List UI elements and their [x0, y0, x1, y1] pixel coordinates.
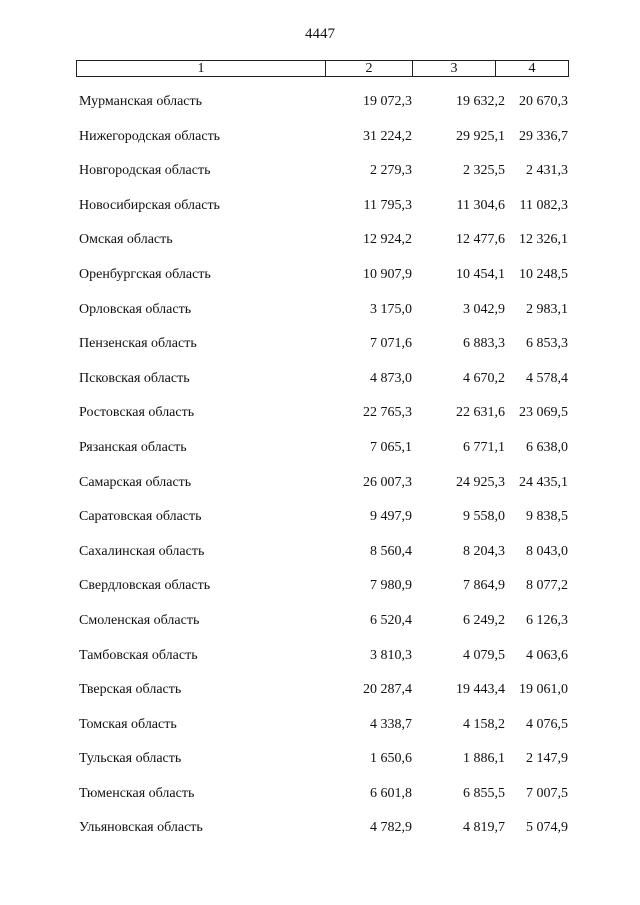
- value-col-3: 22 631,6: [456, 405, 505, 421]
- value-col-2: 19 072,3: [363, 94, 412, 109]
- region-name: Ростовская область: [79, 405, 195, 421]
- table-row: [0, 816, 640, 851]
- value-col-2: 22 765,3: [363, 405, 412, 421]
- value-col-4: 6 638,0: [526, 439, 568, 455]
- region-name: Сахалинская область: [79, 543, 205, 559]
- value-col-3: 6 249,2: [463, 612, 505, 628]
- region-name: Смоленская область: [79, 612, 200, 628]
- value-col-4: 5 074,9: [526, 820, 568, 836]
- value-col-4: 9 838,5: [526, 509, 568, 525]
- table-row: [0, 90, 640, 125]
- table-row: [0, 263, 640, 298]
- table-row: [0, 436, 640, 471]
- value-col-4: 10 248,5: [519, 266, 568, 282]
- value-col-4: 6 853,3: [526, 336, 568, 352]
- table-row: [0, 125, 640, 160]
- page-number: 4447: [305, 26, 335, 42]
- value-col-3: 24 925,3: [456, 474, 505, 490]
- region-name: Самарская область: [79, 474, 192, 490]
- value-col-3: 4 079,5: [463, 647, 505, 663]
- table-row: [0, 194, 640, 229]
- region-name: Тюменская область: [79, 785, 195, 801]
- value-col-4: 7 007,5: [526, 785, 568, 801]
- table-header: [76, 60, 569, 77]
- region-name: Омская область: [79, 232, 173, 248]
- value-col-2: 11 795,3: [363, 197, 412, 213]
- column-header-3: 3: [413, 61, 496, 76]
- value-col-4: 20 670,3: [519, 94, 568, 109]
- region-name: Пензенская область: [79, 336, 197, 352]
- table-row: [0, 782, 640, 817]
- region-name: Ульяновская область: [79, 820, 203, 836]
- column-header-4: 4: [528, 60, 536, 76]
- value-col-2: 20 287,4: [363, 682, 412, 698]
- table-row: [0, 471, 640, 506]
- region-name: Орловская область: [79, 301, 192, 317]
- value-col-3: 1 886,1: [463, 751, 505, 767]
- table-row: [0, 401, 640, 436]
- table-row: [0, 747, 640, 782]
- value-col-2: 3 175,0: [370, 301, 412, 317]
- value-col-3: 6 883,3: [463, 336, 505, 352]
- value-col-4: 29 336,7: [519, 128, 568, 144]
- value-col-2: 31 224,2: [363, 128, 412, 144]
- value-col-3: 11 304,6: [456, 197, 505, 213]
- value-col-2: 12 924,2: [363, 232, 412, 248]
- value-col-4: 4 063,6: [526, 647, 568, 663]
- value-col-4: 24 435,1: [519, 474, 568, 490]
- value-col-2: 4 782,9: [370, 820, 412, 836]
- value-col-2: 10 907,9: [363, 266, 412, 282]
- table-row: [0, 298, 640, 333]
- table-row: [0, 540, 640, 575]
- value-col-4: 4 076,5: [526, 716, 568, 732]
- table-row: [0, 505, 640, 540]
- region-name: Оренбургская область: [79, 266, 211, 282]
- value-col-3: 8 204,3: [463, 543, 505, 559]
- region-name: Саратовская область: [79, 509, 202, 525]
- region-name: Новгородская область: [79, 163, 211, 179]
- value-col-2: 1 650,6: [370, 751, 412, 767]
- value-col-2: 6 520,4: [370, 612, 412, 628]
- value-col-2: 26 007,3: [363, 474, 412, 490]
- value-col-2: 7 980,9: [370, 578, 412, 594]
- table-row: [0, 574, 640, 609]
- region-name: Свердловская область: [79, 578, 211, 594]
- value-col-3: 4 158,2: [463, 716, 505, 732]
- region-name: Томская область: [79, 716, 177, 732]
- region-name: Тульская область: [79, 751, 182, 767]
- region-name: Рязанская область: [79, 439, 187, 455]
- value-col-3: 9 558,0: [463, 509, 505, 525]
- value-col-3: 19 632,2: [456, 94, 505, 109]
- value-col-2: 4 338,7: [370, 716, 412, 732]
- region-name: Новосибирская область: [79, 197, 220, 213]
- table-row: [0, 228, 640, 263]
- value-col-3: 10 454,1: [456, 266, 505, 282]
- value-col-2: 4 873,0: [370, 370, 412, 386]
- table-row: [0, 159, 640, 194]
- table-row: [0, 367, 640, 402]
- value-col-2: 7 071,6: [370, 336, 412, 352]
- value-col-2: 8 560,4: [370, 543, 412, 559]
- value-col-2: 2 279,3: [370, 163, 412, 179]
- value-col-3: 6 855,5: [463, 785, 505, 801]
- region-name: Псковская область: [79, 370, 190, 386]
- value-col-3: 12 477,6: [456, 232, 505, 248]
- value-col-4: 2 147,9: [526, 751, 568, 767]
- value-col-3: 6 771,1: [463, 439, 505, 455]
- value-col-4: 2 983,1: [526, 301, 568, 317]
- table-row: [0, 332, 640, 367]
- value-col-4: 11 082,3: [519, 197, 568, 213]
- value-col-3: 4 670,2: [463, 370, 505, 386]
- value-col-2: 7 065,1: [370, 439, 412, 455]
- region-name: Тамбовская область: [79, 647, 198, 663]
- table-row: [0, 678, 640, 713]
- table-row: [0, 713, 640, 748]
- value-col-4: 6 126,3: [526, 612, 568, 628]
- value-col-3: 19 443,4: [456, 682, 505, 698]
- value-col-4: 8 043,0: [526, 543, 568, 559]
- table-body: [0, 90, 640, 851]
- region-name: Мурманская область: [79, 94, 203, 109]
- table-row: [0, 609, 640, 644]
- value-col-2: 6 601,8: [370, 785, 412, 801]
- value-col-4: 12 326,1: [519, 232, 568, 248]
- column-header-1: 1: [77, 61, 326, 76]
- value-col-2: 3 810,3: [370, 647, 412, 663]
- value-col-4: 4 578,4: [526, 370, 568, 386]
- value-col-4: 19 061,0: [519, 682, 568, 698]
- value-col-2: 9 497,9: [370, 509, 412, 525]
- value-col-3: 4 819,7: [463, 820, 505, 836]
- value-col-3: 7 864,9: [463, 578, 505, 594]
- value-col-4: 8 077,2: [526, 578, 568, 594]
- value-col-4: 23 069,5: [519, 405, 568, 421]
- table-row: [0, 644, 640, 679]
- value-col-3: 3 042,9: [463, 301, 505, 317]
- column-header-2: 2: [326, 61, 413, 76]
- value-col-3: 29 925,1: [456, 128, 505, 144]
- region-name: Тверская область: [79, 682, 182, 698]
- value-col-4: 2 431,3: [526, 163, 568, 179]
- region-name: Нижегородская область: [79, 128, 221, 144]
- value-col-3: 2 325,5: [463, 163, 505, 179]
